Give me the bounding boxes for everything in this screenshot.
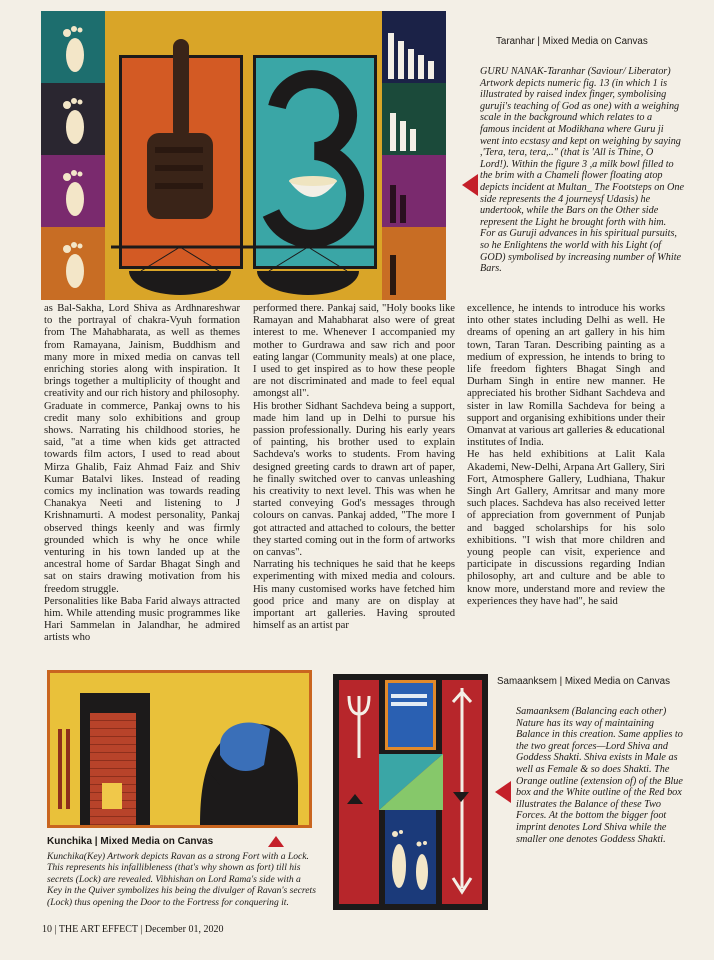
footprint-icon xyxy=(413,834,431,894)
footprint-icon xyxy=(55,21,91,77)
paragraph: excellence, he intends to introduce his works into other states including Delhi as well. He dreams of opening an art gallery in his him town, Taran Taran. Describing painting as a medium of expression, he intends to bring to life freedom fighters Bhagat Singh and Durham Singh in entire new manner. He appreciated his brother Sidhant Sachdeva and sister in law Romilla Sachdeva for being a support and organising exhibitions under their Omanvat at various art galleries & educational institutes of India. xyxy=(467,303,665,449)
taranhar-artwork xyxy=(41,11,446,300)
footprints-column xyxy=(41,11,105,300)
samaanksem-caption: Samaanksem (Balancing each other) Nature has its way of maintaining Balance in this creation. Same applies to the two great forces—Lord Shiva and Goddess Shakti. Shiva exists in Male as well as Female & so does Shakti. The Orange outline (extension of) of the Blue box and the White outline of the Red box illustrates the Balance of these Two Forces. At the bottom the bigger foot imprint denotes Lord Shiva while the smaller one denotes Goddess Shakti. xyxy=(516,706,683,845)
samaanksem-label: Samaanksem | Mixed Media on Canvas xyxy=(497,676,670,687)
pointer-arrow-icon xyxy=(268,836,284,847)
paragraph: Narrating his techniques he said that he keeps experimenting with mixed media and colours. His many customised works have fetched him good price and many are on display at important art galleries. Having sprouted himself as an artist par xyxy=(253,559,455,632)
kunchika-caption: Kunchika(Key) Artwork depicts Ravan as a strong Fort with a Lock. This represents his infallibleness (that's why shown as fort) till his secrets (Lock) are revealed. Vibhishan on Lord Rama's side with a Key in the Quiver symbolizes his being the divulger of Ravan's secrets (Lock) thus opening the Door to the Fortress for conquering it. xyxy=(47,851,316,908)
page-footer: 10 | THE ART EFFECT | December 01, 2020 xyxy=(42,924,224,935)
trident-icon xyxy=(347,688,371,758)
taranhar-caption: GURU NANAK-Taranhar (Saviour/ Liberator) Artwork depicts numeric fig. 13 (in which 1 is illustrated by raised index finger, symbolising guruji's teaching of God as one) with a weighing scale in the background which relates to a famous incident at Modikhana where Guru ji went into ecstasy and kept on weighing by saying ,'Tera, tera, tera,.." (that is 'All is Thine, O Lord!). Within the figure 3 ,a milk bowl filled to the brim with a Chameli flower floating atop depicts incident at Multan_ The Footsteps on One side represents the 4 journeysf Udasis) he undertook, while the Bars on the Other side represent the Light he brought forth with him. For as Guruji advances in his spiritual pursuits, so he Enlightens the world with his Light (of GOD) symbolised by increasing number of White Bars. xyxy=(480,66,685,275)
article-column-2 xyxy=(253,303,455,632)
light-bars-column xyxy=(382,11,446,300)
weighing-scale-icon xyxy=(111,243,375,299)
footprint-icon xyxy=(389,822,409,894)
paragraph: Personalities like Baba Farid always attracted him. While attending music programmes like Hari Sammelan in Jalandhar, he admired artists who xyxy=(44,595,240,644)
paragraph: He has held exhibitions at Lalit Kala Akademi, New-Delhi, Arpana Art Gallery, Siri Fort, Atmosphere Gallery, Ludhiana, Thakur Singh Art Gallery, Amritsar and many more such places. Sachdeva has also received letter of appreciation from government of Punjab and bagged scholarships for his solo exhibitions. "I wish that more children and young people can visit, experience and participate in discussions regarding Indian philosophy, art and culture and be able to know more, understand more and review the experiences they have had", he said xyxy=(467,449,665,607)
article-column-1 xyxy=(44,303,240,645)
footprint-icon xyxy=(55,93,91,149)
taranhar-label: Taranhar | Mixed Media on Canvas xyxy=(496,36,648,47)
vibhishan-profile-icon xyxy=(190,695,300,825)
pointer-arrow-icon xyxy=(495,781,511,803)
paragraph: Graduate in commerce, Pankaj owns to his credit many solo exhibitions and group shows. Narrating his childhood stories, he said, "at a time when kids get attracted towards film actors, I used to read about Mirza Ghalib, Faiz Ahmad Faiz and Shiv Kumar Batalvi likes. Instead of reading comics my inclination was towards reading Chanakya Neeti and listening to J Krishnamurti. A modest personality, Pankaj observed things keenly and was firmly grounded which is why he once while venturing in his town landed up at the ancestral home of Sardar Bhagat Singh and sat on stairs drawing motivation from his freedom struggle. xyxy=(44,400,240,595)
paragraph: His brother Sidhant Sachdeva being a support, made him land up in Delhi to pursue his passion professionally. During his early years of painting, his brother used to explain Sachdeva's works to students. From having designed greeting cards to drawn art of paper, he finally switched over to canvas unleashing his creativity to next level. This was when he started conveying God's messages through colours on canvas. Pankaj added, "The more I got attracted and attached to colours, the better they started coming out in the form of artworks on canvas". xyxy=(253,400,455,559)
paragraph: performed there. Pankaj said, "Holy books like Ramayan and Mahabharat also were of great interest to me. Whenever I accompanied my mother to Gurdrawa and saw rich and poor eating langar (Community meals) at one place, I used to get inspired as to how these people are not discriminated and made to feel equal amongst all". xyxy=(253,303,455,400)
pointer-arrow-icon xyxy=(462,174,478,196)
index-finger-hand-icon xyxy=(137,37,219,237)
kunchika-label: Kunchika | Mixed Media on Canvas xyxy=(47,836,214,847)
footprint-icon xyxy=(55,165,91,221)
paragraph: as Bal-Sakha, Lord Shiva as Ardhnareshwar to the portrayal of chakra-Vyuh formation from The Mahabharata, as well as themes from Ramayana, Jainism, Buddhism and many more in mixed media on canvas tell enriching stories along with inspiration. It brings together a multiplicity of thought and creativity and our rich history and philosophy. xyxy=(44,303,240,400)
footprint-icon xyxy=(55,237,91,293)
samaanksem-artwork xyxy=(333,674,488,910)
article-column-3 xyxy=(467,303,665,608)
figure-three-icon xyxy=(259,63,367,253)
kunchika-artwork xyxy=(47,670,312,828)
